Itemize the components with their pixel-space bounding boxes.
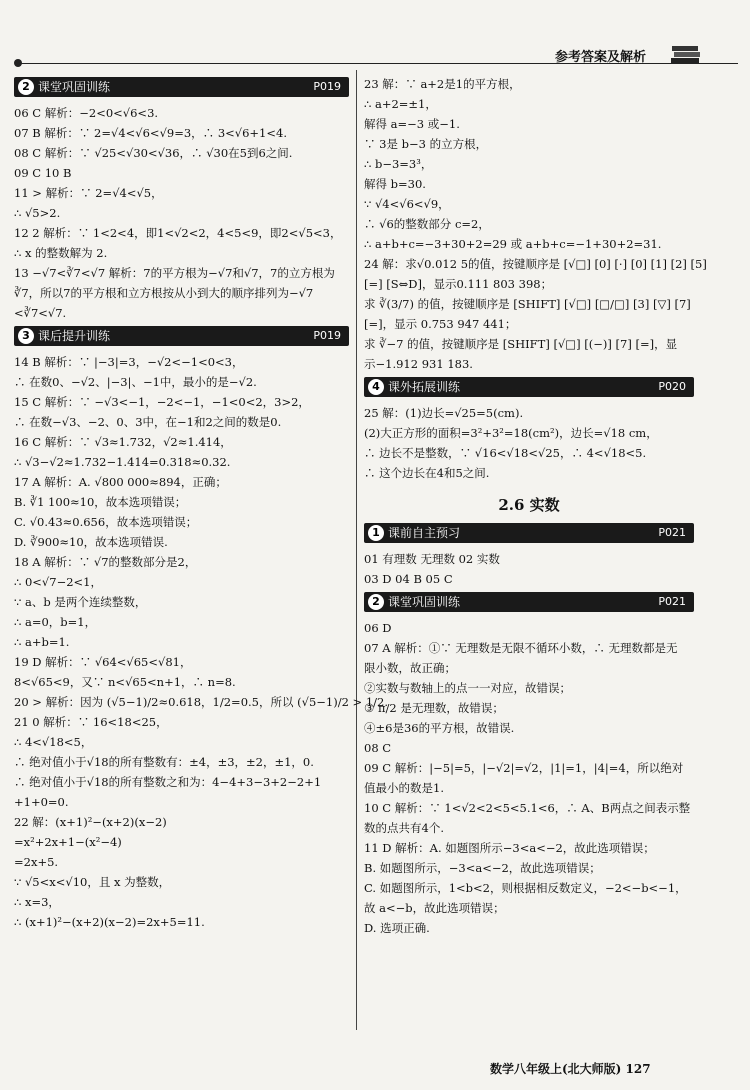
answer-line: ∴ b−3=3³， [364,157,433,171]
answer-line: 09 C 10 B [14,166,72,180]
answer-line: 8<√65<9，又∵ n<√65<n+1，∴ n=8. [14,675,236,689]
answer-line: 06 D [364,621,392,635]
answer-line: ∴ 边长不是整数，∵ √16<√18<√25，∴ 4<√18<5. [364,446,647,460]
answer-line: 15 C 解析：∵ −√3<−1，−2<−1，−1<0<2，3>2， [14,395,310,409]
answer-line: 10 C 解析：∵ 1<√2<2<5<5.1<6，∴ A、B两点之间表示整 [364,801,691,815]
section-number: 2 [368,594,384,610]
answer-line: ∴ √5>2. [14,206,61,220]
answer-line: 故 a<−b，故此选项错误； [364,901,505,915]
answer-line: ∵ √5<x<√10，且 x 为整数， [14,875,171,889]
section-title: 课堂巩固训练 [38,80,111,94]
answer-line: ∛7，所以7的平方根和立方根按从小到大的顺序排列为−√7 [14,286,314,300]
answer-line: D. 选项正确. [364,921,430,935]
answer-line: 20 > 解析：因为 (√5−1)/2≈0.618，1/2=0.5，所以 (√5−1)/2 > 1/2. [14,695,389,709]
column-divider [356,70,357,1030]
answer-line: 08 C 解析：∵ √25<√30<√36，∴ √30在5到6之间. [14,146,293,160]
page-header-title: 参考答案及解析 [555,50,647,65]
answer-line: ∴ 在数0、−√2、|−3|、−1中，最小的是−√2. [14,375,257,389]
answer-line: 19 D 解析：∵ √64<√65<√81， [14,655,192,669]
answer-line: 11 > 解析：∵ 2=√4<√5， [14,186,163,200]
section-page: P019 [313,329,341,342]
answer-line: 22 解：(x+1)²−(x+2)(x−2) [14,815,167,829]
answer-line: 13 −√7<∛7<√7 解析：7的平方根为−√7和√7，7的立方根为 [14,266,335,280]
answer-line: D. ∛900≈10，故本选项错误. [14,535,168,549]
answer-line: (2)大正方形的面积=3²+3²=18(cm²)，边长=√18 cm， [364,426,658,440]
answer-line: 值最小的数是1. [364,781,444,795]
answer-line: 06 C 解析：−2<0<√6<3. [14,106,159,120]
answer-line: 08 C [364,741,392,755]
answer-line: ∵ a、b 是两个连续整数， [14,595,147,609]
answer-line: ∴ 4<√18<5， [14,735,93,749]
answer-line: ∴ a+b=1. [14,635,70,649]
answer-line: ∴ (x+1)²−(x+2)(x−2)=2x+5=11. [14,915,205,929]
answer-line: ③ π/2 是无理数，故错误； [364,701,504,715]
answer-line: 07 A 解析：①∵ 无理数是无限不循环小数，∴ 无理数都是无 [364,641,678,655]
answer-line: ∴ 0<√7−2<1， [14,575,102,589]
answer-line: ∴ 在数−√3、−2、0、3中，在−1和2之间的数是0. [14,415,282,429]
answer-line: ∴ x=3， [14,895,60,909]
answer-line: ②实数与数轴上的点一一对应，故错误； [364,681,571,695]
answer-line: 示−1.912 931 183. [364,357,473,371]
section-page: P021 [658,526,686,539]
section-page: P020 [658,380,686,393]
answer-line: 解得 a=−3 或−1. [364,117,460,131]
section-header [364,592,694,612]
section-title: 课外拓展训练 [388,380,461,394]
section-header [364,377,694,397]
page-footer: 数学八年级上(北大师版) 127 [490,1062,651,1076]
answer-line: C. √0.43≈0.656，故本选项错误； [14,515,198,529]
section-title: 课前自主预习 [388,526,461,540]
answer-line: [=]，显示 0.753 947 441； [364,317,517,331]
answer-line: 12 2 解析：∵ 1<2<4，即1<√2<2，4<5<9，即2<√5<3， [14,226,342,240]
answer-line: ④±6是36的平方根，故错误. [364,721,515,735]
answer-line: <∛7<√7. [14,306,67,320]
answer-line: 24 解：求√0.012 5的值，按键顺序是 [√□] [0] [·] [0] [1] [2] [5] [364,257,707,271]
books-icon [670,44,702,66]
answer-line: ∴ √6的整数部分 c=2， [364,217,490,231]
answer-line: 01 有理数 无理数 02 实数 [364,552,500,566]
answer-line: ∵ √4<√6<√9， [364,197,450,211]
answer-line: B. 如题图所示，−3<a<−2，故此选项错误； [364,861,601,875]
section-page: P019 [313,80,341,93]
answer-line: 解得 b=30. [364,177,426,191]
section-header [14,77,349,97]
answer-line: B. ∛1 100≈10，故本选项错误； [14,495,187,509]
section-number: 2 [18,79,34,95]
answer-line: 求 ∛(3/7) 的值，按键顺序是 [SHIFT] [√□] [□/□] [3] [▽] [7] [364,297,691,311]
answer-line: 数的点共有4个. [364,821,444,835]
answer-line: 23 解：∵ a+2是1的平方根， [364,77,521,91]
answer-line: 09 C 解析：|−5|=5，|−√2|=√2，|1|=1，|4|=4，所以绝对 [364,761,684,775]
answer-line: 14 B 解析：∵ |−3|=3，−√2<−1<0<3， [14,355,244,369]
answer-line: 求 ∛−7 的值，按键顺序是 [SHIFT] [√□] [(−)] [7] [=]，显 [364,337,678,351]
right-column [364,74,707,938]
chapter-title: 2.6 实数 [498,496,560,514]
answer-line: ∴ a+2=±1， [364,97,437,111]
section-title: 课后提升训练 [38,329,111,343]
answer-line: 11 D 解析：A. 如题图所示−3<a<−2，故此选项错误； [364,841,655,855]
answer-line: +1+0=0. [14,795,69,809]
section-number: 1 [368,525,384,541]
answer-line: ∴ 绝对值小于√18的所有整数之和为：4−4+3−3+2−2+1 [14,775,322,789]
answer-line: 21 0 解析：∵ 16<18<25， [14,715,168,729]
answer-line: 25 解：(1)边长=√25=5(cm). [364,406,524,420]
answer-line: ∴ a=0，b=1， [14,615,97,629]
answer-line: ∴ 绝对值小于√18的所有整数有：±4，±3，±2，±1，0. [14,755,314,769]
answer-line: 17 A 解析：A. √800 000≈894，正确； [14,475,227,489]
section-title: 课堂巩固训练 [388,595,461,609]
answer-line: 18 A 解析：∵ √7的整数部分是2， [14,555,197,569]
answer-line: =x²+2x+1−(x²−4) [14,835,122,849]
answer-line: 16 C 解析：∵ √3≈1.732，√2≈1.414， [14,435,232,449]
answer-line: 07 B 解析：∵ 2=√4<√6<√9=3，∴ 3<√6+1<4. [14,126,287,140]
answer-line: 限小数，故正确； [364,661,456,675]
answer-line: ∴ a+b+c=−3+30+2=29 或 a+b+c=−1+30+2=31. [364,237,662,251]
section-page: P021 [658,595,686,608]
answer-line: ∴ x 的整数解为 2. [14,246,108,260]
answer-line: C. 如题图所示，1<b<2，则根据相反数定义，−2<−b<−1， [364,881,687,895]
answer-line: =2x+5. [14,855,59,869]
answer-line: ∴ 这个边长在4和5之间. [364,466,490,480]
answer-line: ∵ 3是 b−3 的立方根， [364,137,488,151]
section-number: 3 [18,328,34,344]
section-number: 4 [368,379,384,395]
section-header [14,326,349,346]
section-header [364,523,694,543]
answer-line: 03 D 04 B 05 C [364,572,453,586]
answer-line: ∴ √3−√2≈1.732−1.414=0.318≈0.32. [14,455,231,469]
answer-line: [=] [S⇔D]，显示0.111 803 398； [364,277,553,291]
